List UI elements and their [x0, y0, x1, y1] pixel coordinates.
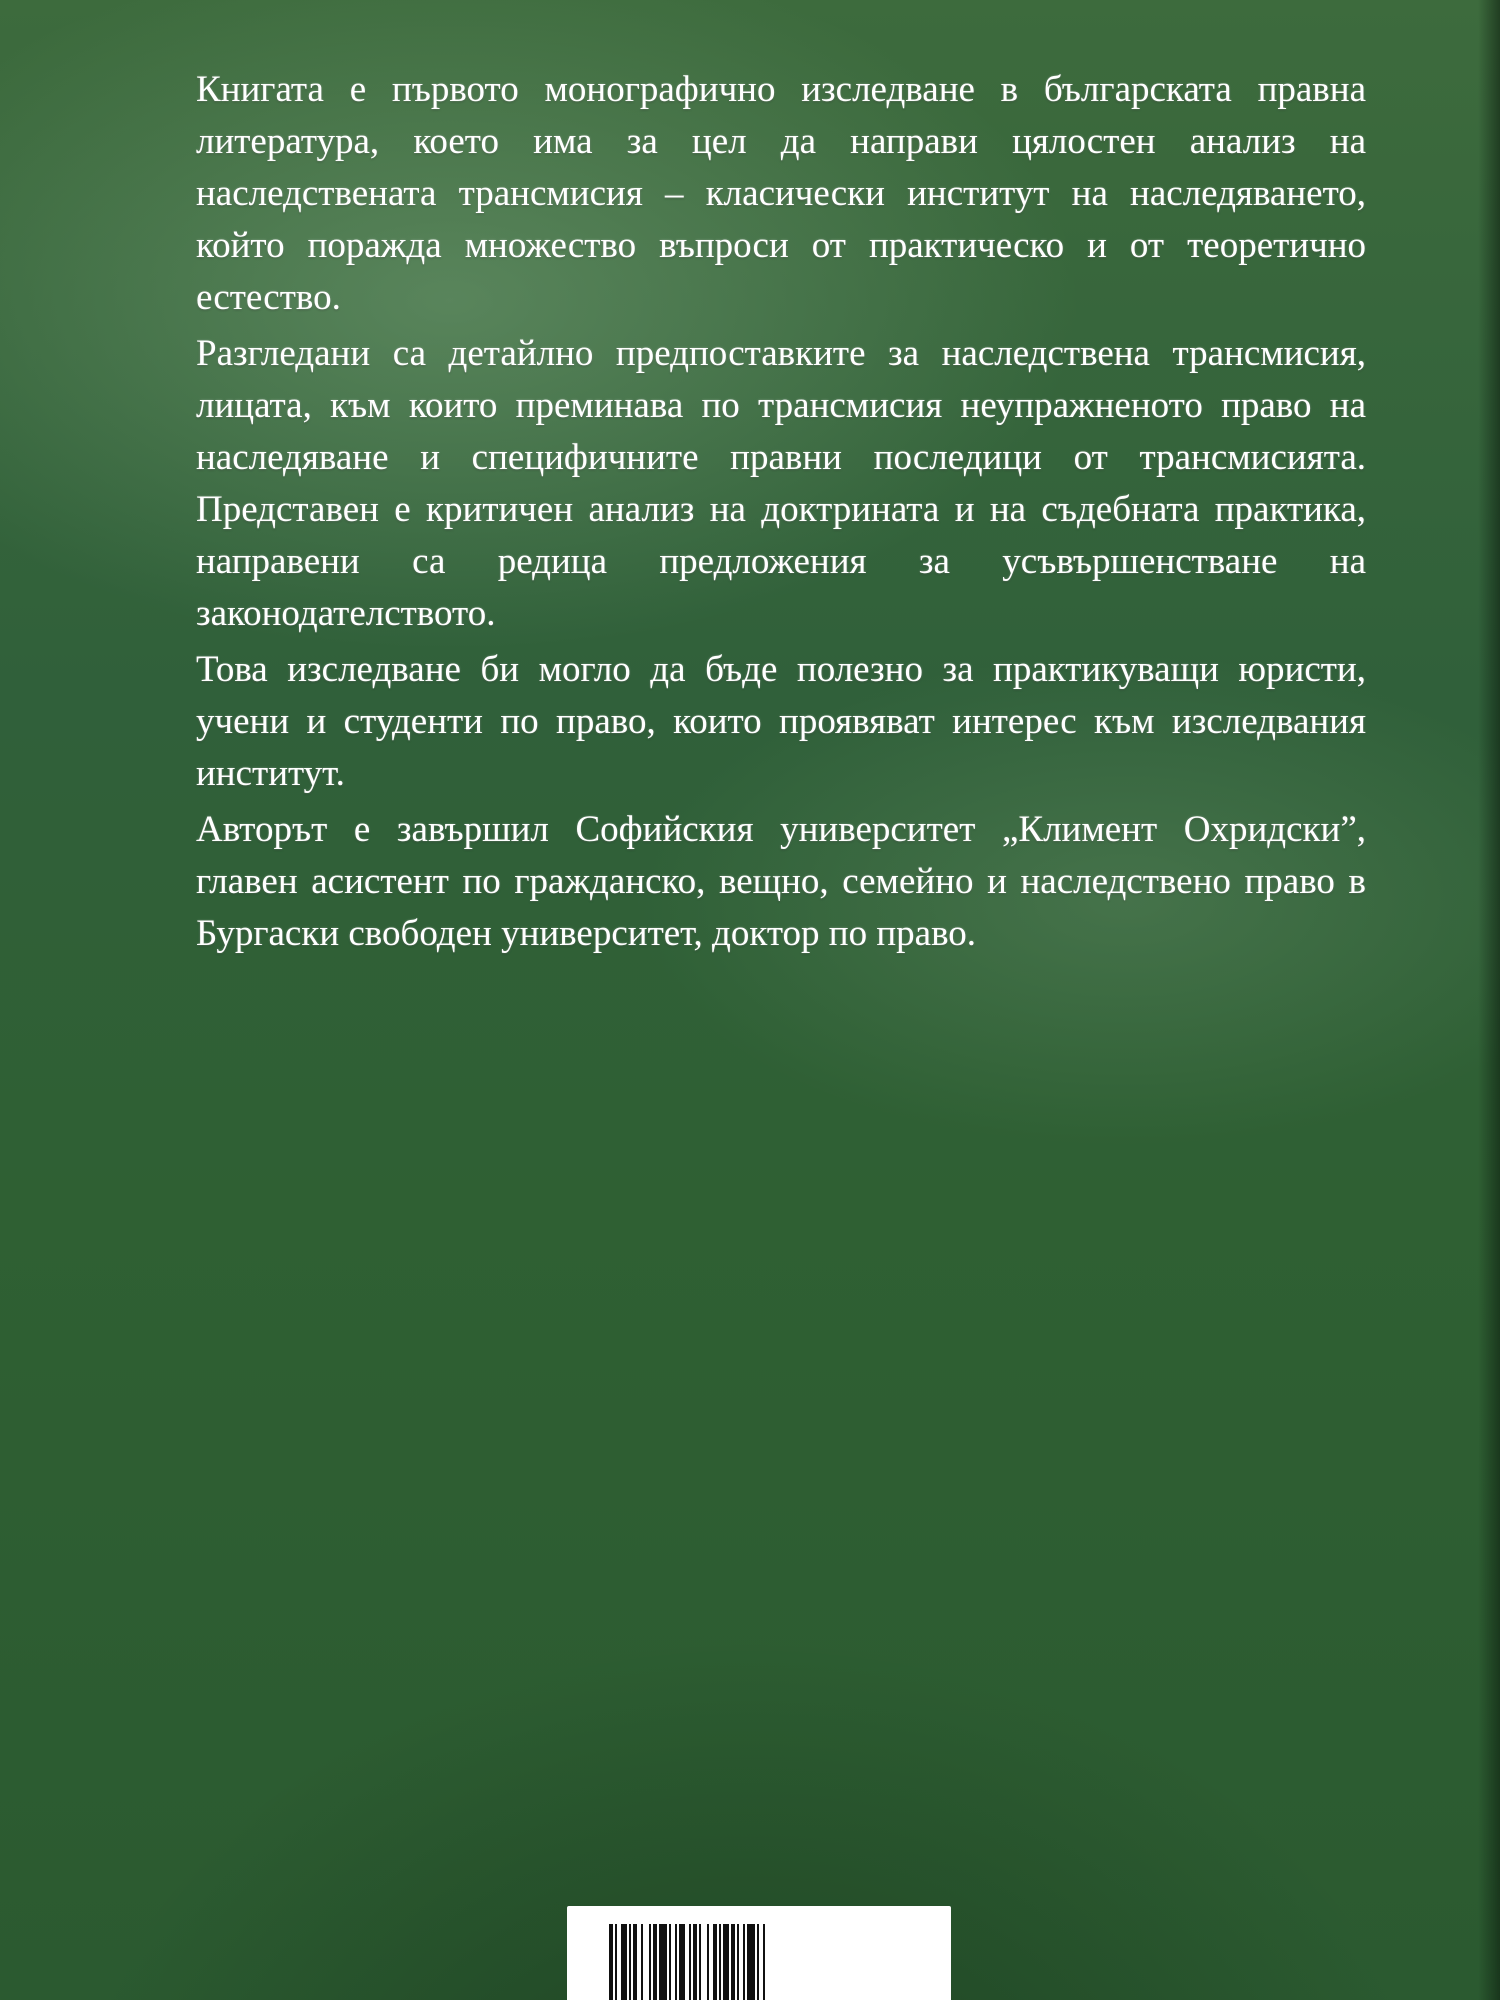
barcode-bar [659, 1924, 667, 2000]
blurb-paragraph-3: Това изследване би могло да бъде полезно за практикуващи юристи, учени и студенти по право, които проявяват интерес към изследвания институт. [196, 649, 1366, 794]
barcode-gap [765, 1924, 771, 2000]
barcode-bar [747, 1924, 755, 2000]
blurb-paragraph-4: Авторът е завършил Софийския университет „Климент Охридски”, главен асистент по гражданско, вещно, семейно и наследствено право в Бургаски свободен университет, доктор по право. [196, 809, 1366, 954]
blurb-paragraph-2: Разгледани са детайлно предпоставките за наследствена трансмисия, лицата, към които преминава по трансмисия неупражненото право на наследяване и специфичните правни последици от трансмисията. Представен е критичен анализ на доктрината и на съдебната практика, направени са редица предложения за усъвършенстване на законодателството. [196, 333, 1366, 634]
cover-blurb [196, 64, 1366, 964]
barcode-label [567, 1906, 951, 2000]
barcode-icon [609, 1924, 909, 2000]
cover-spine-shadow [1478, 0, 1500, 2000]
blurb-paragraph-1: Книгата е първото монографично изследване в българската правна литература, което има за цел да направи цялостен анализ на наследствената трансмисия – класически институт на наследяването, който поражда множество въпроси от практическо и от теоретично естество. [196, 69, 1366, 318]
